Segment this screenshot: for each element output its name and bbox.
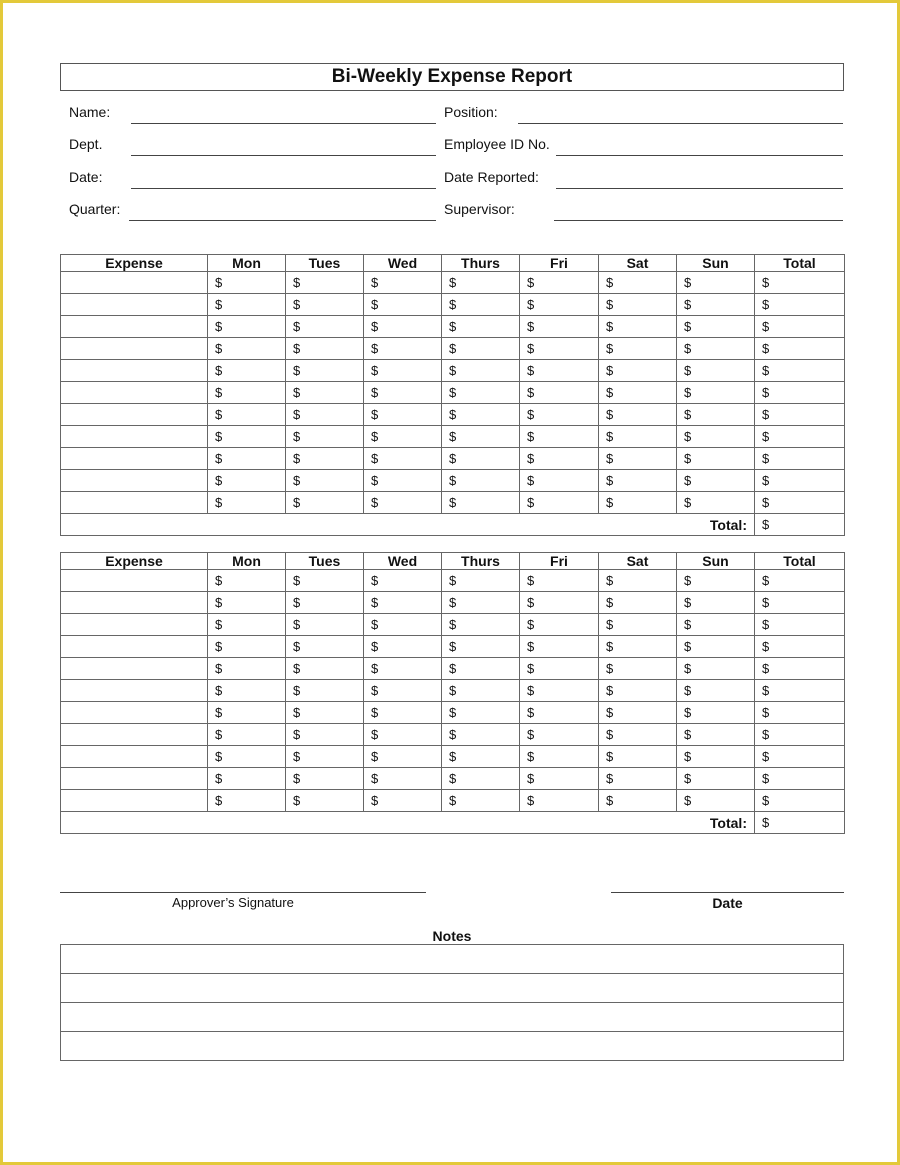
week-2-total-row	[61, 812, 845, 834]
amount-cell[interactable]: $	[599, 592, 677, 614]
amount-cell[interactable]: $	[286, 338, 364, 360]
amount-cell[interactable]: $	[286, 790, 364, 812]
notes-title: Notes	[432, 928, 472, 944]
table-row	[61, 404, 845, 426]
amount-cell[interactable]: $	[755, 294, 845, 316]
amount-cell[interactable]: $	[286, 316, 364, 338]
amount-cell[interactable]: $	[755, 592, 845, 614]
notes-line	[61, 1003, 844, 1032]
amount-cell[interactable]: $	[520, 448, 599, 470]
notes-input[interactable]	[61, 974, 844, 1003]
amount-cell[interactable]: $	[677, 316, 755, 338]
amount-cell[interactable]: $	[599, 636, 677, 658]
amount-cell[interactable]: $	[520, 768, 599, 790]
amount-cell[interactable]: $	[208, 470, 286, 492]
expense-name-cell[interactable]	[61, 492, 208, 514]
amount-cell[interactable]: $	[364, 316, 442, 338]
table-row	[61, 448, 845, 470]
amount-cell[interactable]: $	[677, 592, 755, 614]
amount-cell[interactable]: $	[599, 746, 677, 768]
week-2-col-header-8: Total	[755, 553, 845, 570]
amount-cell[interactable]: $	[442, 470, 520, 492]
week-2-col-header-4: Thurs	[442, 553, 520, 570]
amount-cell[interactable]: $	[286, 404, 364, 426]
dept-label: Dept.	[69, 136, 103, 152]
name-input-line[interactable]	[131, 123, 436, 124]
amount-cell[interactable]: $	[755, 426, 845, 448]
approver-signature-label: Approver’s Signature	[172, 895, 294, 910]
table-row	[61, 724, 845, 746]
amount-cell[interactable]: $	[442, 614, 520, 636]
expense-name-cell[interactable]	[61, 746, 208, 768]
amount-cell[interactable]: $	[520, 426, 599, 448]
amount-cell[interactable]: $	[599, 404, 677, 426]
notes-input[interactable]	[61, 1003, 844, 1032]
week-2-col-header-1: Mon	[208, 553, 286, 570]
amount-cell[interactable]: $	[520, 592, 599, 614]
position-label: Position:	[444, 104, 498, 120]
expense-name-cell[interactable]	[61, 658, 208, 680]
date-reported-label: Date Reported:	[444, 169, 539, 185]
amount-cell[interactable]: $	[208, 702, 286, 724]
amount-cell[interactable]: $	[442, 360, 520, 382]
amount-cell[interactable]: $	[364, 272, 442, 294]
amount-cell[interactable]: $	[677, 702, 755, 724]
amount-cell[interactable]: $	[755, 614, 845, 636]
amount-cell[interactable]: $	[364, 658, 442, 680]
amount-cell[interactable]: $	[364, 382, 442, 404]
dept-field[interactable]	[69, 136, 436, 156]
amount-cell[interactable]: $	[364, 746, 442, 768]
expense-name-cell[interactable]	[61, 636, 208, 658]
amount-cell[interactable]: $	[599, 316, 677, 338]
amount-cell[interactable]: $	[677, 614, 755, 636]
week-2-col-header-2: Tues	[286, 553, 364, 570]
expense-name-cell[interactable]	[61, 768, 208, 790]
amount-cell[interactable]: $	[755, 382, 845, 404]
amount-cell[interactable]: $	[599, 702, 677, 724]
amount-cell[interactable]: $	[364, 570, 442, 592]
total-label: Total:	[61, 812, 755, 834]
amount-cell[interactable]: $	[286, 470, 364, 492]
amount-cell[interactable]: $	[286, 658, 364, 680]
expense-name-cell[interactable]	[61, 294, 208, 316]
amount-cell[interactable]: $	[677, 294, 755, 316]
notes-input[interactable]	[61, 945, 844, 974]
amount-cell[interactable]: $	[599, 382, 677, 404]
notes-line	[61, 974, 844, 1003]
amount-cell[interactable]: $	[442, 680, 520, 702]
expense-name-cell[interactable]	[61, 338, 208, 360]
amount-cell[interactable]: $	[364, 448, 442, 470]
amount-cell[interactable]: $	[208, 768, 286, 790]
expense-name-cell[interactable]	[61, 702, 208, 724]
notes-input[interactable]	[61, 1032, 844, 1061]
table-row	[61, 746, 845, 768]
amount-cell[interactable]: $	[520, 492, 599, 514]
amount-cell[interactable]: $	[286, 448, 364, 470]
amount-cell[interactable]: $	[364, 338, 442, 360]
amount-cell[interactable]: $	[755, 360, 845, 382]
expense-name-cell[interactable]	[61, 448, 208, 470]
amount-cell[interactable]: $	[755, 492, 845, 514]
amount-cell[interactable]: $	[364, 680, 442, 702]
amount-cell[interactable]: $	[442, 338, 520, 360]
amount-cell[interactable]: $	[208, 636, 286, 658]
amount-cell[interactable]: $	[364, 702, 442, 724]
week-1-col-header-8: Total	[755, 255, 845, 272]
amount-cell[interactable]: $	[364, 592, 442, 614]
expense-name-cell[interactable]	[61, 404, 208, 426]
amount-cell[interactable]: $	[364, 768, 442, 790]
amount-cell[interactable]: $	[364, 492, 442, 514]
amount-cell[interactable]: $	[599, 724, 677, 746]
week-1-col-header-1: Mon	[208, 255, 286, 272]
week-1-col-header-3: Wed	[364, 255, 442, 272]
week-1-col-header-4: Thurs	[442, 255, 520, 272]
amount-cell[interactable]: $	[208, 680, 286, 702]
supervisor-input-line[interactable]	[554, 220, 843, 221]
amount-cell[interactable]: $	[364, 470, 442, 492]
amount-cell[interactable]: $	[442, 570, 520, 592]
supervisor-label: Supervisor:	[444, 201, 515, 217]
table-row	[61, 294, 845, 316]
signature-date-label: Date	[712, 895, 743, 911]
table-row	[61, 592, 845, 614]
week-1-col-header-2: Tues	[286, 255, 364, 272]
amount-cell[interactable]: $	[520, 680, 599, 702]
expense-name-cell[interactable]	[61, 470, 208, 492]
week-2-col-header-7: Sun	[677, 553, 755, 570]
total-label: Total:	[61, 514, 755, 536]
amount-cell[interactable]: $	[677, 570, 755, 592]
amount-cell[interactable]: $	[599, 680, 677, 702]
amount-cell[interactable]: $	[520, 636, 599, 658]
amount-cell[interactable]: $	[208, 746, 286, 768]
amount-cell[interactable]: $	[677, 790, 755, 812]
expense-table-week-1	[60, 254, 845, 536]
week-1-col-header-6: Sat	[599, 255, 677, 272]
amount-cell[interactable]: $	[520, 338, 599, 360]
amount-cell[interactable]: $	[599, 360, 677, 382]
quarter-input-line[interactable]	[129, 220, 436, 221]
signature-date-line[interactable]	[611, 892, 844, 893]
amount-cell[interactable]: $	[208, 360, 286, 382]
amount-cell[interactable]: $	[599, 768, 677, 790]
amount-cell[interactable]: $	[599, 790, 677, 812]
amount-cell[interactable]: $	[442, 426, 520, 448]
amount-cell[interactable]: $	[520, 790, 599, 812]
name-label: Name:	[69, 104, 111, 120]
amount-cell[interactable]: $	[599, 492, 677, 514]
amount-cell[interactable]: $	[677, 448, 755, 470]
amount-cell[interactable]: $	[520, 724, 599, 746]
amount-cell[interactable]: $	[208, 492, 286, 514]
amount-cell[interactable]: $	[286, 702, 364, 724]
dept-input-line[interactable]	[131, 155, 436, 156]
amount-cell[interactable]: $	[286, 614, 364, 636]
expense-name-cell[interactable]	[61, 592, 208, 614]
amount-cell[interactable]: $	[755, 570, 845, 592]
notes-line	[61, 945, 844, 974]
amount-cell[interactable]: $	[755, 790, 845, 812]
amount-cell[interactable]: $	[755, 658, 845, 680]
employee-id-input-line[interactable]	[556, 155, 843, 156]
amount-cell[interactable]: $	[442, 492, 520, 514]
amount-cell[interactable]: $	[599, 272, 677, 294]
expense-table-week-2	[60, 552, 845, 834]
amount-cell[interactable]: $	[286, 294, 364, 316]
amount-cell[interactable]: $	[208, 724, 286, 746]
amount-cell[interactable]: $	[520, 382, 599, 404]
amount-cell[interactable]: $	[677, 658, 755, 680]
approver-signature-line[interactable]	[60, 892, 426, 893]
amount-cell[interactable]: $	[677, 470, 755, 492]
amount-cell[interactable]: $	[286, 272, 364, 294]
table-row	[61, 382, 845, 404]
table-row	[61, 790, 845, 812]
amount-cell[interactable]: $	[286, 636, 364, 658]
amount-cell[interactable]: $	[364, 294, 442, 316]
amount-cell[interactable]: $	[677, 426, 755, 448]
amount-cell[interactable]: $	[442, 382, 520, 404]
amount-cell[interactable]: $	[677, 746, 755, 768]
week-2-col-header-3: Wed	[364, 553, 442, 570]
amount-cell[interactable]: $	[755, 272, 845, 294]
date-field[interactable]	[69, 169, 436, 189]
amount-cell[interactable]: $	[520, 272, 599, 294]
table-row	[61, 768, 845, 790]
position-input-line[interactable]	[518, 123, 843, 124]
amount-cell[interactable]: $	[442, 316, 520, 338]
week-1-total-row	[61, 514, 845, 536]
amount-cell[interactable]: $	[442, 294, 520, 316]
amount-cell[interactable]: $	[442, 768, 520, 790]
date-reported-field[interactable]	[444, 169, 843, 189]
amount-cell[interactable]: $	[677, 724, 755, 746]
amount-cell[interactable]: $	[208, 316, 286, 338]
amount-cell[interactable]: $	[208, 272, 286, 294]
table-row	[61, 360, 845, 382]
amount-cell[interactable]: $	[442, 636, 520, 658]
week-1-col-header-7: Sun	[677, 255, 755, 272]
position-field[interactable]	[444, 104, 843, 124]
amount-cell[interactable]: $	[286, 680, 364, 702]
table-row	[61, 338, 845, 360]
amount-cell[interactable]: $	[520, 316, 599, 338]
table-row	[61, 702, 845, 724]
amount-cell[interactable]: $	[755, 470, 845, 492]
amount-cell[interactable]: $	[599, 338, 677, 360]
expense-name-cell[interactable]	[61, 382, 208, 404]
amount-cell[interactable]: $	[364, 724, 442, 746]
table-row	[61, 492, 845, 514]
amount-cell[interactable]: $	[599, 448, 677, 470]
expense-name-cell[interactable]	[61, 724, 208, 746]
amount-cell[interactable]: $	[364, 426, 442, 448]
amount-cell[interactable]: $	[677, 636, 755, 658]
week-2-header-row	[61, 553, 845, 570]
amount-cell[interactable]: $	[208, 790, 286, 812]
report-title: Bi-Weekly Expense Report	[60, 63, 844, 91]
table-row	[61, 570, 845, 592]
amount-cell[interactable]: $	[599, 658, 677, 680]
expense-name-cell[interactable]	[61, 426, 208, 448]
week-2-col-header-6: Sat	[599, 553, 677, 570]
amount-cell[interactable]: $	[208, 570, 286, 592]
amount-cell[interactable]: $	[755, 702, 845, 724]
amount-cell[interactable]: $	[442, 790, 520, 812]
amount-cell[interactable]: $	[286, 724, 364, 746]
table-row	[61, 680, 845, 702]
amount-cell[interactable]: $	[755, 448, 845, 470]
table-row	[61, 426, 845, 448]
amount-cell[interactable]: $	[208, 614, 286, 636]
amount-cell[interactable]: $	[208, 448, 286, 470]
amount-cell[interactable]: $	[520, 614, 599, 636]
date-input-line[interactable]	[131, 188, 436, 189]
amount-cell[interactable]: $	[442, 404, 520, 426]
amount-cell[interactable]: $	[208, 338, 286, 360]
amount-cell[interactable]: $	[755, 746, 845, 768]
amount-cell[interactable]: $	[520, 360, 599, 382]
week-1-header-row	[61, 255, 845, 272]
table-row	[61, 470, 845, 492]
amount-cell[interactable]: $	[442, 702, 520, 724]
quarter-field[interactable]	[69, 201, 436, 221]
date-reported-input-line[interactable]	[556, 188, 843, 189]
amount-cell[interactable]: $	[677, 338, 755, 360]
expense-name-cell[interactable]	[61, 570, 208, 592]
grand-total-cell[interactable]: $	[755, 812, 845, 834]
amount-cell[interactable]: $	[286, 592, 364, 614]
name-field[interactable]	[69, 104, 436, 124]
amount-cell[interactable]: $	[755, 636, 845, 658]
amount-cell[interactable]: $	[364, 614, 442, 636]
amount-cell[interactable]: $	[677, 768, 755, 790]
amount-cell[interactable]: $	[208, 658, 286, 680]
table-row	[61, 316, 845, 338]
amount-cell[interactable]: $	[442, 272, 520, 294]
amount-cell[interactable]: $	[208, 382, 286, 404]
amount-cell[interactable]: $	[208, 404, 286, 426]
amount-cell[interactable]: $	[755, 768, 845, 790]
amount-cell[interactable]: $	[520, 702, 599, 724]
amount-cell[interactable]: $	[442, 724, 520, 746]
amount-cell[interactable]: $	[755, 404, 845, 426]
expense-name-cell[interactable]	[61, 614, 208, 636]
notes-line	[61, 1032, 844, 1061]
employee-id-label: Employee ID No.	[444, 136, 550, 152]
expense-name-cell[interactable]	[61, 680, 208, 702]
week-1-col-header-5: Fri	[520, 255, 599, 272]
amount-cell[interactable]: $	[520, 570, 599, 592]
amount-cell[interactable]: $	[286, 768, 364, 790]
supervisor-field[interactable]	[444, 201, 843, 221]
amount-cell[interactable]: $	[599, 614, 677, 636]
expense-name-cell[interactable]	[61, 272, 208, 294]
quarter-label: Quarter:	[69, 201, 121, 217]
notes-table	[60, 944, 844, 1061]
amount-cell[interactable]: $	[364, 404, 442, 426]
amount-cell[interactable]: $	[286, 426, 364, 448]
amount-cell[interactable]: $	[208, 592, 286, 614]
amount-cell[interactable]: $	[286, 746, 364, 768]
amount-cell[interactable]: $	[442, 746, 520, 768]
amount-cell[interactable]: $	[364, 360, 442, 382]
week-2-col-header-5: Fri	[520, 553, 599, 570]
amount-cell[interactable]: $	[599, 426, 677, 448]
table-row	[61, 272, 845, 294]
grand-total-cell[interactable]: $	[755, 514, 845, 536]
expense-name-cell[interactable]	[61, 316, 208, 338]
expense-name-cell[interactable]	[61, 360, 208, 382]
amount-cell[interactable]: $	[286, 570, 364, 592]
amount-cell[interactable]: $	[364, 790, 442, 812]
amount-cell[interactable]: $	[520, 658, 599, 680]
amount-cell[interactable]: $	[208, 426, 286, 448]
amount-cell[interactable]: $	[520, 470, 599, 492]
amount-cell[interactable]: $	[755, 338, 845, 360]
amount-cell[interactable]: $	[599, 294, 677, 316]
amount-cell[interactable]: $	[755, 316, 845, 338]
amount-cell[interactable]: $	[520, 404, 599, 426]
amount-cell[interactable]: $	[442, 448, 520, 470]
amount-cell[interactable]: $	[755, 680, 845, 702]
amount-cell[interactable]: $	[677, 492, 755, 514]
date-label: Date:	[69, 169, 103, 185]
amount-cell[interactable]: $	[208, 294, 286, 316]
amount-cell[interactable]: $	[677, 382, 755, 404]
week-1-col-header-0: Expense	[61, 255, 208, 272]
amount-cell[interactable]: $	[364, 636, 442, 658]
amount-cell[interactable]: $	[755, 724, 845, 746]
employee-id-field[interactable]	[444, 136, 843, 156]
amount-cell[interactable]: $	[677, 404, 755, 426]
amount-cell[interactable]: $	[286, 492, 364, 514]
amount-cell[interactable]: $	[599, 570, 677, 592]
expense-name-cell[interactable]	[61, 790, 208, 812]
amount-cell[interactable]: $	[442, 592, 520, 614]
amount-cell[interactable]: $	[520, 746, 599, 768]
table-row	[61, 658, 845, 680]
amount-cell[interactable]: $	[286, 360, 364, 382]
amount-cell[interactable]: $	[677, 360, 755, 382]
table-row	[61, 636, 845, 658]
amount-cell[interactable]: $	[599, 470, 677, 492]
table-row	[61, 614, 845, 636]
amount-cell[interactable]: $	[286, 382, 364, 404]
week-2-col-header-0: Expense	[61, 553, 208, 570]
amount-cell[interactable]: $	[520, 294, 599, 316]
amount-cell[interactable]: $	[677, 272, 755, 294]
amount-cell[interactable]: $	[442, 658, 520, 680]
amount-cell[interactable]: $	[677, 680, 755, 702]
